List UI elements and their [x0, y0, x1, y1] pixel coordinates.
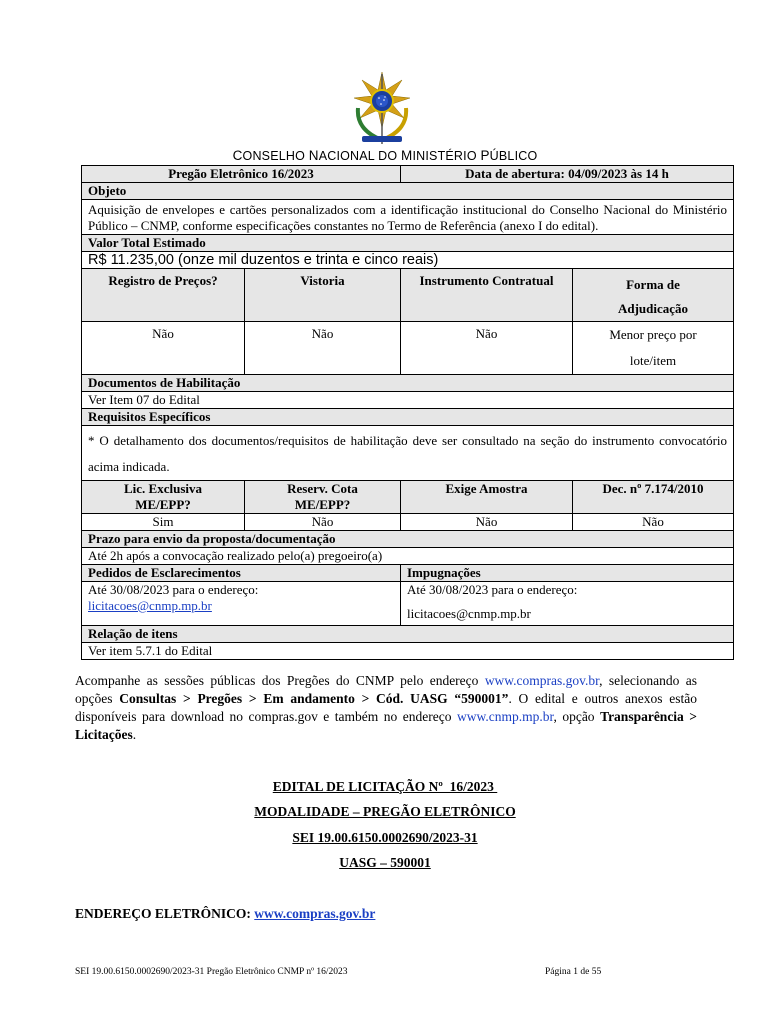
value-forma-adjudicacao: Menor preço por lote/item	[573, 322, 734, 375]
endereco-link[interactable]: www.compras.gov.br	[254, 906, 376, 921]
paragraph-bold: Consultas > Pregões > Em andamento > Cód. UASG “590001”	[119, 691, 509, 706]
table-row	[82, 426, 734, 481]
docs-label: Documentos de Habilitação	[82, 375, 734, 392]
table-row	[82, 183, 734, 200]
instructions-paragraph	[75, 672, 697, 744]
itens-text: Ver item 5.7.1 do Edital	[82, 643, 734, 660]
table-row	[82, 166, 734, 183]
table-row	[82, 565, 734, 582]
header-instrumento-contratual: Instrumento Contratual	[401, 269, 573, 322]
endereco-label: ENDEREÇO ELETRÔNICO:	[75, 906, 255, 921]
edital-title: EDITAL DE LICITAÇÃO Nº 16/2023	[272, 779, 498, 794]
pedidos-email-link[interactable]: licitacoes@cnmp.mp.br	[88, 598, 212, 613]
header-reserv-cota: Reserv. Cota ME/EPP?	[245, 481, 401, 514]
table-row	[82, 582, 734, 626]
req-text: * O detalhamento dos documentos/requisitos de habilitação deve ser consultado na seção do instrumento convocatório acima indicada.	[82, 426, 734, 481]
valor-label: Valor Total Estimado	[82, 235, 734, 252]
footer-left: SEI 19.00.6150.0002690/2023-31 Pregão Eletrônico CNMP nº 16/2023	[75, 967, 348, 977]
value-decreto: Não	[573, 514, 734, 531]
value-lic-exclusiva: Sim	[82, 514, 245, 531]
table-row	[82, 643, 734, 660]
org-name: CONSELHO NACIONAL DO MINISTÉRIO PÚBLICO	[232, 148, 538, 163]
value-exige-amostra: Não	[401, 514, 573, 531]
value-vistoria: Não	[245, 322, 401, 375]
paragraph-text: . O edital e outros anexos estão disponíveis para download no compras.gov e também no endereço	[75, 691, 697, 724]
table-row	[82, 235, 734, 252]
endereco-eletronico	[75, 906, 375, 922]
table-row	[82, 514, 734, 531]
value-instrumento-contratual: Não	[401, 322, 573, 375]
table-row	[82, 481, 734, 514]
sei-title: SEI 19.00.6150.0002690/2023-31	[292, 830, 478, 845]
table-row	[82, 626, 734, 643]
pedidos-label: Pedidos de Esclarecimentos	[82, 565, 401, 582]
table-row	[82, 322, 734, 375]
table-row	[82, 548, 734, 565]
compras-link[interactable]: www.compras.gov.br	[484, 673, 600, 688]
footer-page-number: Página 1 de 55	[545, 967, 602, 977]
paragraph-text: .	[132, 727, 137, 742]
impugnacoes-email: licitacoes@cnmp.mp.br	[407, 606, 531, 621]
pregao-number: Pregão Eletrônico 16/2023	[82, 166, 401, 183]
header-decreto: Dec. nº 7.174/2010	[573, 481, 734, 514]
summary-table	[81, 165, 734, 660]
paragraph-text: Acompanhe as sessões públicas dos Pregões do CNMP pelo endereço	[75, 673, 485, 688]
req-label: Requisitos Específicos	[82, 409, 734, 426]
value-reserv-cota: Não	[245, 514, 401, 531]
pedidos-cell	[82, 582, 401, 626]
table-row	[82, 531, 734, 548]
paragraph-bold: Transparência > Licitações	[75, 709, 697, 742]
modalidade-title: MODALIDADE – PREGÃO ELETRÔNICO	[254, 804, 516, 819]
header-forma-adjudicacao: Forma de Adjudicação	[573, 269, 734, 322]
table-row	[82, 252, 734, 269]
table-row	[82, 269, 734, 322]
paragraph-text: , opção	[553, 709, 601, 724]
paragraph-text: , selecionando as opções	[75, 673, 697, 706]
table-row	[82, 409, 734, 426]
header-registro-precos: Registro de Preços?	[82, 269, 245, 322]
pedidos-text: Até 30/08/2023 para o endereço:	[88, 582, 259, 597]
value-registro-precos: Não	[82, 322, 245, 375]
table-row	[82, 392, 734, 409]
uasg-title: UASG – 590001	[339, 855, 431, 870]
header-vistoria: Vistoria	[245, 269, 401, 322]
impugnacoes-label: Impugnações	[401, 565, 734, 582]
cnmp-link[interactable]: www.cnmp.mp.br	[457, 709, 554, 724]
objeto-text: Aquisição de envelopes e cartões personalizados com a identificação institucional do Conselho Nacional do Ministério Público – CNMP, conforme especificações constantes no Termo de Referência (anexo I do edital).	[82, 200, 734, 235]
opening-date: Data de abertura: 04/09/2023 às 14 h	[401, 166, 734, 183]
valor-text: R$ 11.235,00 (onze mil duzentos e trinta e cinco reais)	[82, 252, 734, 269]
impugnacoes-text: Até 30/08/2023 para o endereço:	[407, 582, 578, 597]
prazo-label: Prazo para envio da proposta/documentação	[82, 531, 734, 548]
brasao-emblem	[350, 70, 414, 146]
impugnacoes-cell	[401, 582, 734, 626]
prazo-text: Até 2h após a convocação realizado pelo(a) pregoeiro(a)	[82, 548, 734, 565]
docs-text: Ver Item 07 do Edital	[82, 392, 734, 409]
header-lic-exclusiva: Lic. Exclusiva ME/EPP?	[82, 481, 245, 514]
table-row	[82, 200, 734, 235]
objeto-label: Objeto	[82, 183, 734, 200]
table-row	[82, 375, 734, 392]
itens-label: Relação de itens	[82, 626, 734, 643]
header-exige-amostra: Exige Amostra	[401, 481, 573, 514]
